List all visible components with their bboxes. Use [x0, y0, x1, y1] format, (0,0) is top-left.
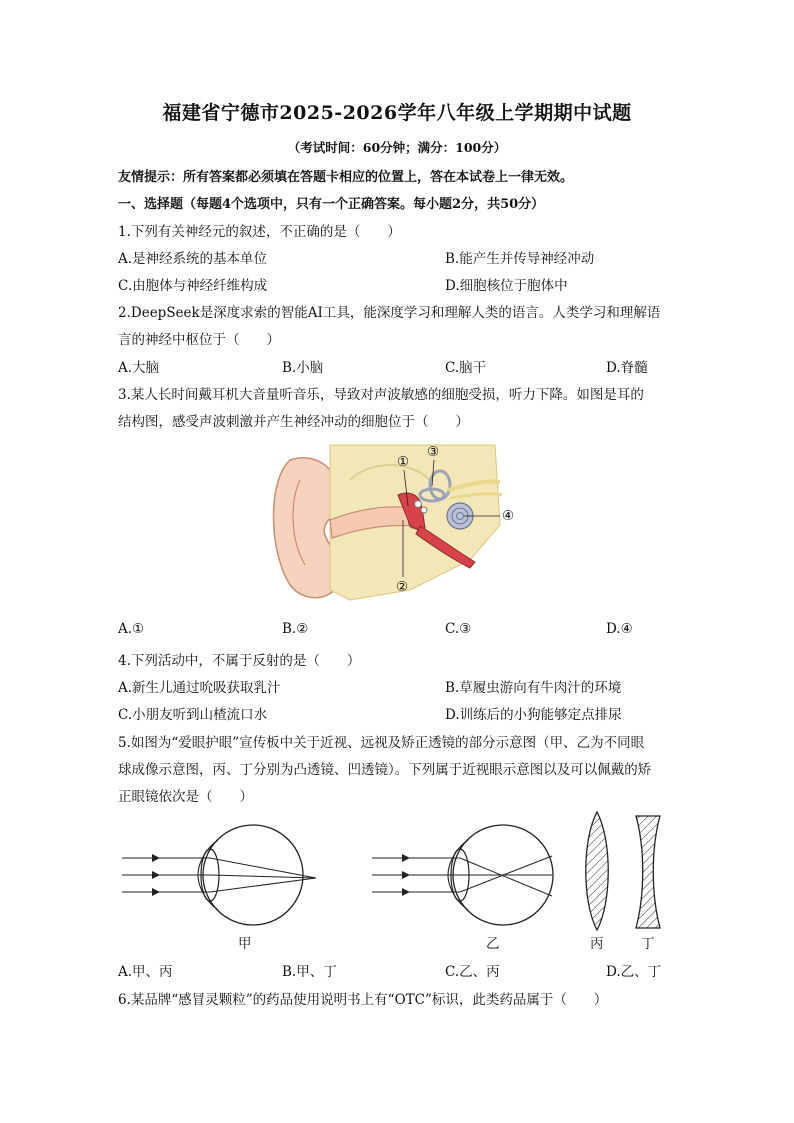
q5-option-c: C.乙、丙 — [445, 964, 500, 980]
question-6-stem: 6.某品牌“感冒灵颗粒”的药品使用说明书上有“OTC”标识，此类药品属于（ ） — [118, 992, 608, 1008]
section-heading: 一、选择题（每题4个选项中，只有一个正确答案。每小题2分，共50分） — [118, 197, 545, 212]
q3-option-c: C.③ — [445, 621, 472, 637]
label-bing: 丙 — [590, 936, 604, 952]
eye-diagram-jia — [118, 820, 323, 930]
convex-lens-bing — [582, 810, 612, 932]
q2-option-a: A.大脑 — [118, 360, 160, 376]
question-2-stem-line2: 言的神经中枢位于（ ） — [118, 332, 280, 348]
question-1-stem: 1.下列有关神经元的叙述，不正确的是（ ） — [118, 224, 401, 240]
q2-option-b: B.小脑 — [282, 360, 324, 376]
q4-option-c: C.小朋友听到山楂流口水 — [118, 707, 268, 723]
q1-option-b: B.能产生并传导神经冲动 — [445, 251, 595, 267]
label-jia: 甲 — [238, 936, 252, 952]
q3-option-a: A.① — [118, 621, 145, 637]
q2-option-d: D.脊髓 — [606, 360, 648, 376]
q3-option-d: D.④ — [606, 621, 633, 637]
ear-label-1: ① — [397, 454, 410, 470]
concave-lens-ding — [633, 814, 663, 930]
exam-info: （考试时间：60分钟；满分：100分） — [287, 140, 507, 155]
q2-option-c: C.脑干 — [445, 360, 487, 376]
q5-option-a: A.甲、丙 — [118, 964, 173, 980]
question-3-stem-line1: 3.某人长时间戴耳机大音量听音乐，导致对声波敏感的细胞受损，听力下降。如图是耳的 — [118, 387, 644, 403]
q5-option-b: B.甲、丁 — [282, 964, 337, 980]
q4-option-b: B.草履虫游向有牛肉汁的环境 — [445, 680, 622, 696]
ear-structure-diagram — [260, 440, 530, 610]
ear-label-3: ③ — [427, 444, 440, 460]
question-5-stem-line3: 正眼镜依次是（ ） — [118, 789, 253, 805]
question-2-stem-line1: 2.DeepSeek是深度求索的智能AI工具，能深度学习和理解人类的语言。人类学习和理解语 — [118, 305, 661, 321]
label-ding: 丁 — [641, 936, 655, 952]
question-4-stem: 4.下列活动中，不属于反射的是（ ） — [118, 653, 361, 669]
q1-option-d: D.细胞核位于胞体中 — [445, 278, 568, 294]
question-3-stem-line2: 结构图，感受声波刺激并产生神经冲动的细胞位于（ ） — [118, 414, 469, 430]
q4-option-a: A.新生儿通过吮吸获取乳汁 — [118, 680, 281, 696]
q1-option-a: A.是神经系统的基本单位 — [118, 251, 268, 267]
page-title: 福建省宁德市2025-2026学年八年级上学期期中试题 — [162, 102, 632, 124]
q1-option-c: C.由胞体与神经纤维构成 — [118, 278, 268, 294]
ear-label-4: ④ — [502, 508, 515, 524]
q5-option-d: D.乙、丁 — [606, 964, 662, 980]
q4-option-d: D.训练后的小狗能够定点排尿 — [445, 707, 622, 723]
label-yi: 乙 — [486, 936, 500, 952]
question-5-stem-line2: 球成像示意图，丙、丁分别为凸透镜、凹透镜）。下列属于近视眼示意图以及可以佩戴的矫 — [118, 762, 652, 778]
ear-label-2: ② — [396, 579, 409, 595]
q3-option-b: B.② — [282, 621, 309, 637]
eye-diagram-yi — [368, 820, 558, 930]
question-5-stem-line1: 5.如图为“爱眼护眼”宣传板中关于近视、远视及矫正透镜的部分示意图（甲、乙为不同眼 — [118, 735, 645, 751]
notice: 友情提示：所有答案都必须填在答题卡相应的位置上，答在本试卷上一律无效。 — [118, 170, 574, 185]
